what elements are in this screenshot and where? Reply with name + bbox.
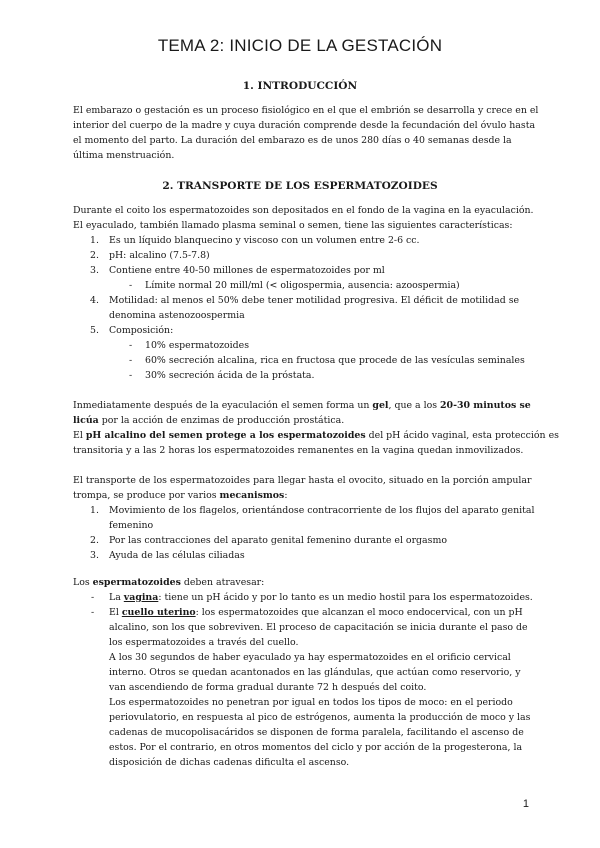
list-item: Ayuda de las células ciliadas <box>109 550 245 561</box>
list-item-continuation: disposición de dichas cadenas dificulta el ascenso. <box>109 757 350 768</box>
paragraph-line: interior del cuerpo de la madre y cuya duración comprende desde la fecundación del óvulo hasta <box>73 120 536 131</box>
list-item-vagina: La vagina: tiene un pH ácido y por lo tanto es un medio hostil para los espermatozoides. <box>109 592 533 603</box>
emphasis-time: 20-30 minutos se <box>440 400 531 411</box>
list-item: Composición: <box>109 325 174 336</box>
list-item-continuation: cadenas de mucopolisacáridos se disponen de forma paralela, facilitando el ascenso de <box>109 727 524 738</box>
paragraph-line: Durante el coito los espermatozoides son depositados en el fondo de la vagina en la eyaculación. <box>73 205 534 216</box>
list-subitem: 60% secreción alcalina, rica en fructosa que procede de las vesículas seminales <box>145 355 525 366</box>
list-item-continuation: periovulatorio, en respuesta al pico de estrógenos, aumenta la producción de moco y las <box>109 712 531 723</box>
list-item-continuation: los espermatozoides a través del cuello. <box>109 637 299 648</box>
list-item-continuation: denomina astenozoospermia <box>109 310 245 321</box>
term-cuello-uterino: cuello uterino <box>121 607 196 618</box>
section-heading-transporte: 2. TRANSPORTE DE LOS ESPERMATOZOIDES <box>162 180 438 192</box>
list-dash: - <box>129 355 133 366</box>
page-title: TEMA 2: INICIO DE LA GESTACIÓN <box>157 36 443 55</box>
paragraph-line: El embarazo o gestación es un proceso fisiológico en el que el embrión se desarrolla y crece en el <box>73 105 539 116</box>
emphasis-ph: pH alcalino del semen protege a los espermatozoides <box>85 430 366 441</box>
paragraph-line: El pH alcalino del semen protege a los espermatozoides del pH ácido vaginal, esta protección es <box>73 430 559 441</box>
section-heading-introduccion: 1. INTRODUCCIÓN <box>242 80 358 92</box>
list-number: 3. <box>90 265 99 276</box>
emphasis-gel: gel <box>372 400 389 411</box>
list-dash: - <box>129 280 133 291</box>
list-dash: - <box>91 607 95 618</box>
list-number: 5. <box>90 325 99 336</box>
emphasis-mecanismos: mecanismos <box>219 490 285 501</box>
paragraph-line: última menstruación. <box>73 150 175 161</box>
list-number: 2. <box>90 250 99 261</box>
list-number: 4. <box>90 295 99 306</box>
list-dash: - <box>129 340 133 351</box>
list-number: 2. <box>90 535 99 546</box>
list-subitem: 30% secreción ácida de la próstata. <box>145 370 315 381</box>
list-number: 1. <box>90 235 99 246</box>
list-item-continuation: interno. Otros se quedan acantonados en las glándulas, que actúan como reservorio, y <box>109 667 521 678</box>
list-item: Motilidad: al menos el 50% debe tener motilidad progresiva. El déficit de motilidad se <box>109 295 520 306</box>
list-dash: - <box>91 592 95 603</box>
paragraph-line: licúa por la acción de enzimas de producción prostática. <box>73 415 345 426</box>
list-item-continuation: alcalino, son los que sobreviven. El proceso de capacitación se inicia durante el paso de <box>109 622 528 633</box>
list-subitem: Límite normal 20 mill/ml (< oligospermia, ausencia: azoospermia) <box>145 280 460 291</box>
list-number: 3. <box>90 550 99 561</box>
list-item-continuation: femenino <box>109 520 154 531</box>
emphasis-licua: licúa <box>73 415 99 426</box>
list-item-continuation: estos. Por el contrario, en otros momentos del ciclo y por acción de la progesterona, la <box>109 742 523 753</box>
paragraph-line: El transporte de los espermatozoides para llegar hasta el ovocito, situado en la porción ampular <box>73 475 532 486</box>
list-dash: - <box>129 370 133 381</box>
paragraph-line: trompa, se produce por varios mecanismos: <box>73 490 288 501</box>
list-item: Movimiento de los flagelos, orientándose contracorriente de los flujos del aparato genital <box>109 505 535 516</box>
paragraph-line: el momento del parto. La duración del embarazo es de unos 280 días o 40 semanas desde la <box>73 135 512 146</box>
paragraph-line: Inmediatamente después de la eyaculación el semen forma un gel, que a los 20-30 minutos se <box>73 400 531 411</box>
paragraph-line: transitoria y a las 2 horas los espermatozoides remanentes en la vagina quedan inmovilizados. <box>73 445 524 456</box>
list-item: Es un líquido blanquecino y viscoso con un volumen entre 2-6 cc. <box>109 235 420 246</box>
page-number: 1 <box>522 798 529 810</box>
paragraph-line: Los espermatozoides deben atravesar: <box>73 577 265 588</box>
list-item-continuation: Los espermatozoides no penetran por igual en todos los tipos de moco: en el periodo <box>109 697 513 708</box>
list-item-continuation: van ascendiendo de forma gradual durante 72 h después del coito. <box>109 682 427 693</box>
list-item: pH: alcalino (7.5-7.8) <box>109 250 210 261</box>
list-number: 1. <box>90 505 99 516</box>
term-vagina: vagina <box>123 592 159 603</box>
paragraph-line: El eyaculado, también llamado plasma seminal o semen, tiene las siguientes características: <box>73 220 513 231</box>
list-subitem: 10% espermatozoides <box>145 340 250 351</box>
list-item-continuation: A los 30 segundos de haber eyaculado ya hay espermatozoides en el orificio cervical <box>109 652 511 663</box>
list-item-cuello: El cuello uterino: los espermatozoides que alcanzan el moco endocervical, con un pH <box>109 607 523 618</box>
list-item: Contiene entre 40-50 millones de espermatozoides por ml <box>109 265 385 276</box>
emphasis-espermatozoides: espermatozoides <box>92 577 181 588</box>
list-item: Por las contracciones del aparato genital femenino durante el orgasmo <box>109 535 447 546</box>
